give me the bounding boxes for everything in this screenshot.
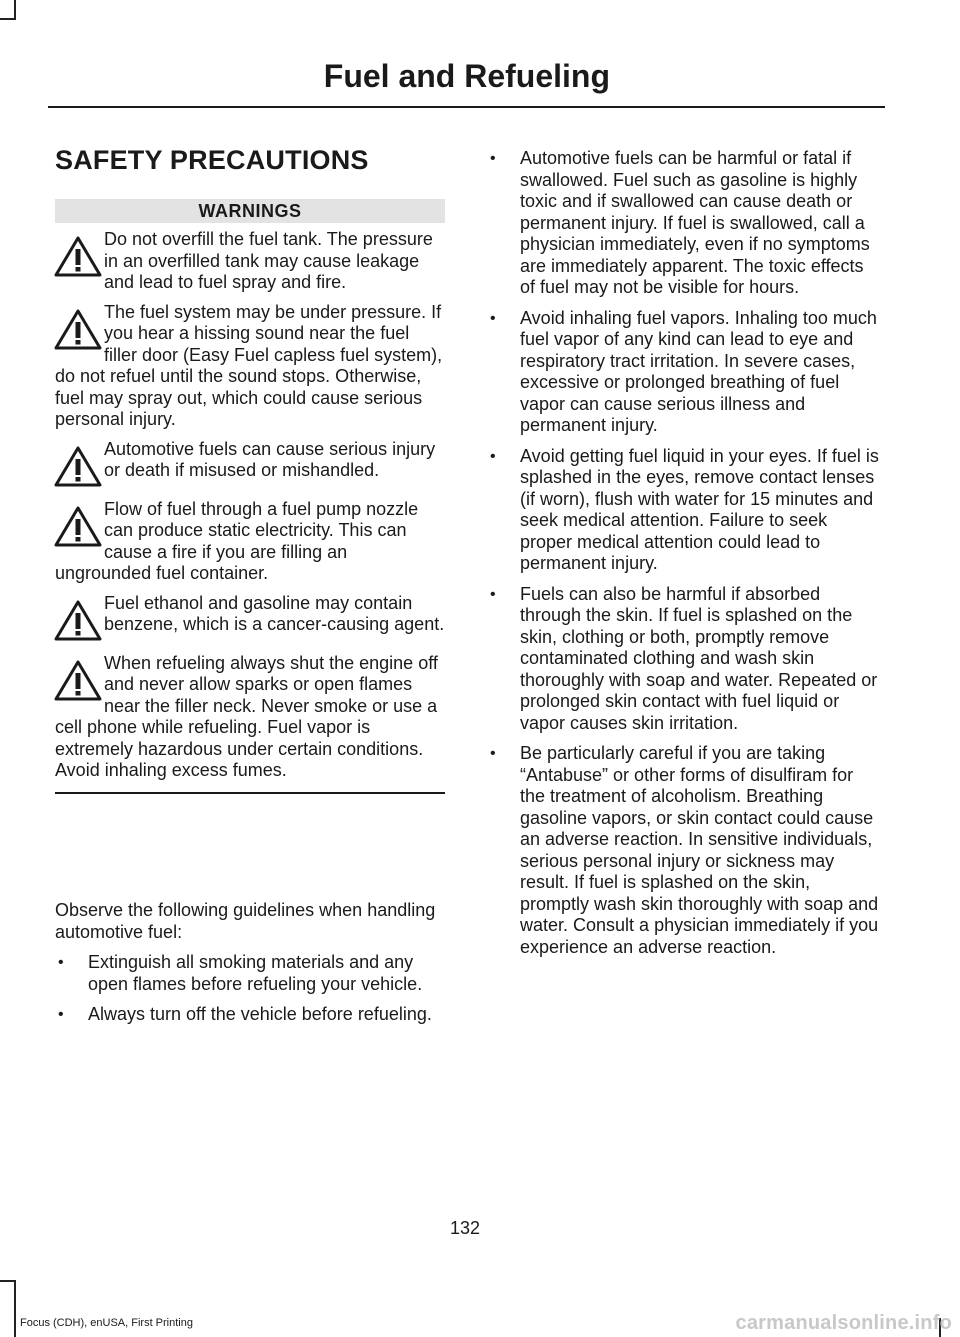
intro-text: Observe the following guidelines when handling automotive fuel: [55, 900, 436, 942]
warning-triangle-icon [52, 504, 104, 549]
bullet-dot: • [490, 447, 496, 465]
crop-mark-bottom-left-h [0, 1280, 16, 1282]
bullet-dot: • [58, 954, 64, 971]
bullet-dot: • [58, 1006, 64, 1023]
warning-triangle-icon [52, 234, 104, 279]
warning-list [55, 229, 445, 782]
bullet-dot: • [490, 309, 496, 327]
section-title: Fuel and Refueling [323, 58, 610, 94]
bullet-item [487, 446, 879, 575]
warning-text: Automotive fuels can cause serious injury or death if misused or mishandled. [104, 438, 436, 480]
warning-text: Flow of fuel through a fuel pump nozzle can produce static electricity. This can cause a fire if you are filling an ungrounded fuel container. [55, 498, 419, 583]
warning-triangle-icon [52, 598, 104, 643]
crop-mark-top-left-v [14, 0, 16, 20]
left-bullet-list [55, 952, 445, 1035]
bullet-item [55, 952, 445, 995]
bullet-text: Avoid inhaling fuel vapors. Inhaling too much fuel vapor of any kind can lead to eye and respiratory tract irritation. In severe cases, excessive or prolonged breathing of fuel vapor can cause serious illness and permanent injury. [520, 307, 877, 435]
warning-triangle-icon [52, 307, 104, 352]
warnings-rule [55, 792, 445, 794]
bullet-text: Extinguish all smoking materials and any open flames before refueling your vehicle. [88, 952, 423, 994]
warning-triangle-icon [52, 658, 104, 703]
warning-text: The fuel system may be under pressure. If you hear a hissing sound near the fuel filler door (Easy Fuel capless fuel system), do not refuel until the sound stops. Otherwise, fuel may spray out, which could cause serious personal injury. [55, 301, 443, 429]
page-heading: SAFETY PRECAUTIONS [55, 145, 369, 175]
bullet-item [487, 584, 879, 735]
bullet-text: Always turn off the vehicle before refueling. [88, 1004, 432, 1024]
bullet-text: Automotive fuels can be harmful or fatal if swallowed. Fuel such as gasoline is highly toxic and if swallowed can cause death or permanent injury. If fuel is swallowed, call a physician immediately, even if no symptoms are immediately apparent. The toxic effects of fuel may not be visible for hours. [520, 148, 870, 297]
warning-triangle-icon [52, 444, 104, 489]
watermark: carmanualsonline.info [735, 1312, 952, 1334]
warnings-header: WARNINGS [55, 199, 445, 223]
bullet-dot: • [490, 585, 496, 603]
page-number: 132 [449, 1218, 481, 1238]
warning-text: Do not overfill the fuel tank. The pressure in an overfilled tank may cause leakage and lead to fuel spray and fire. [104, 229, 433, 292]
warning-text: When refueling always shut the engine off and never allow sparks or open flames near the filler neck. Never smoke or use a cell phone while refueling. Fuel vapor is extremely hazardous under certain conditions. Avoid inhaling excess fumes. [55, 652, 438, 780]
warning-text: Fuel ethanol and gasoline may contain benzene, which is a cancer-causing agent. [104, 592, 445, 634]
bullet-item [55, 1004, 445, 1026]
warnings-box [55, 199, 445, 794]
warning-item [55, 439, 445, 491]
warning-item [55, 653, 445, 782]
bullet-item [487, 148, 879, 299]
bullet-dot: • [490, 150, 496, 167]
warning-item [55, 499, 445, 585]
bullet-text: Be particularly careful if you are taking “Antabuse” or other forms of disulfiram for the treatment of alcoholism. Breathing gasoline vapors, or skin contact could cause an adverse reaction. In sensitive individuals, serious personal injury or sickness may result. If fuel is splashed on the skin, promptly wash skin thoroughly with soap and water. Consult a physician immediately if you experience an adverse reaction. [520, 743, 879, 957]
bullet-dot: • [490, 745, 496, 762]
right-bullet-list [487, 148, 879, 967]
bullet-text: Fuels can also be harmful if absorbed through the skin. If fuel is splashed on the skin, clothing or both, promptly remove contaminated clothing and wash skin thoroughly with soap and water. Repeated or prolonged skin contact with fuel liquid or vapor causes skin irritation. [520, 583, 878, 733]
crop-mark-bottom-left-v [14, 1280, 16, 1337]
footer-text: Focus (CDH), enUSA, First Printing [20, 1317, 193, 1329]
warning-item [55, 593, 445, 645]
warning-item [55, 229, 445, 294]
crop-mark-top-left-h [0, 18, 16, 20]
warning-item [55, 302, 445, 431]
bullet-text: Avoid getting fuel liquid in your eyes. If fuel is splashed in the eyes, remove contact lenses (if worn), flush with water for 15 minutes and seek medical attention. Failure to seek proper medical attention could lead to permanent injury. [520, 445, 879, 573]
header-rule [48, 106, 885, 108]
bullet-item [487, 743, 879, 958]
bullet-item [487, 308, 879, 437]
